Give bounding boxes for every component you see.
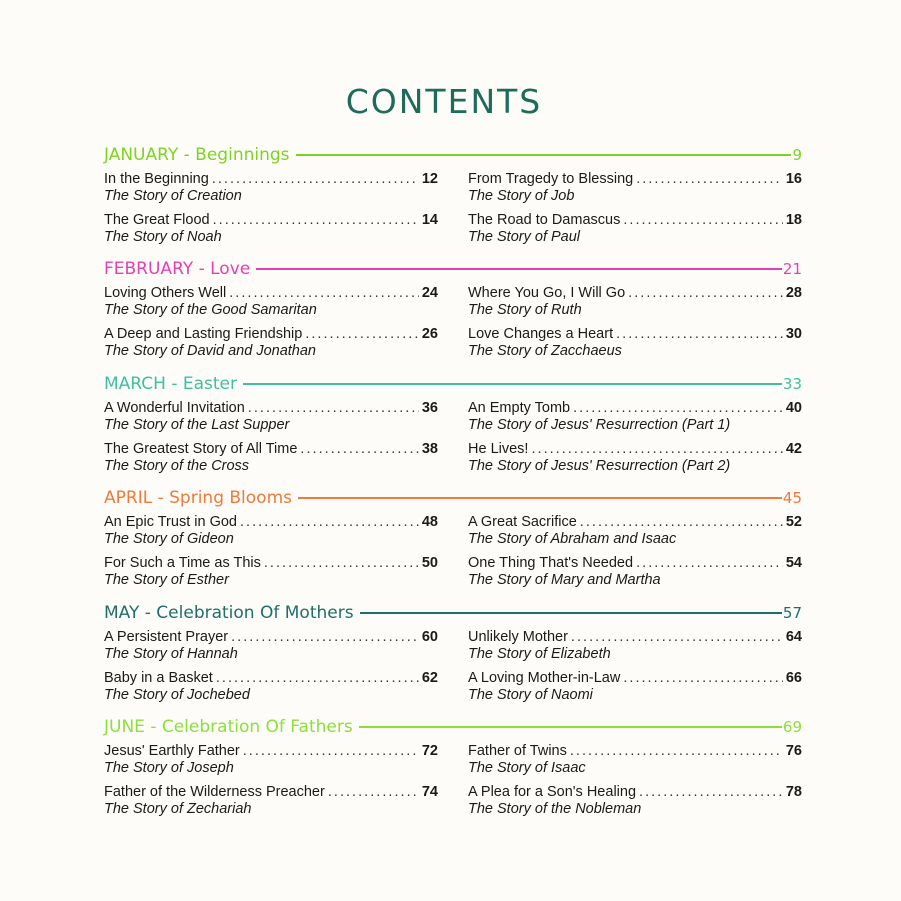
dot-leader xyxy=(243,742,419,760)
entry-title: A Persistent Prayer xyxy=(104,628,229,645)
entry-title: An Empty Tomb xyxy=(468,399,571,416)
entry-subtitle: The Story of Jochebed xyxy=(104,686,250,703)
toc-section xyxy=(104,716,802,824)
entry-title: Unlikely Mother xyxy=(468,628,568,645)
toc-column xyxy=(104,628,438,710)
entry-subtitle: The Story of Creation xyxy=(104,188,242,204)
section-name: JANUARY - Beginnings xyxy=(104,145,290,165)
dot-leader xyxy=(571,628,783,646)
entry-subtitle: The Story of Job xyxy=(468,188,575,204)
entry-title: The Great Flood xyxy=(104,212,210,228)
entry-title: A Deep and Lasting Friendship xyxy=(104,326,303,342)
toc-entry[interactable] xyxy=(468,742,802,777)
dot-leader xyxy=(264,554,419,572)
toc-entry[interactable] xyxy=(104,669,438,704)
entry-subtitle: The Story of Paul xyxy=(468,229,581,245)
entry-page-number: 30 xyxy=(785,326,802,342)
toc-entry[interactable] xyxy=(104,399,438,434)
entry-subtitle: The Story of Isaac xyxy=(468,760,586,776)
toc-entry[interactable] xyxy=(468,399,802,434)
toc-entry[interactable] xyxy=(104,170,438,205)
toc-column xyxy=(468,399,802,481)
entry-subtitle: The Story of David and Jonathan xyxy=(104,343,316,359)
entry-page-number: 64 xyxy=(785,628,802,645)
toc-column xyxy=(468,170,802,252)
entry-page-number: 38 xyxy=(421,440,438,457)
entry-page-number: 72 xyxy=(421,743,438,759)
entry-page-number: 12 xyxy=(421,171,438,187)
dot-leader xyxy=(300,440,418,458)
section-rule xyxy=(243,383,782,385)
entry-subtitle: The Story of Gideon xyxy=(104,531,234,547)
entry-title: One Thing That's Needed xyxy=(468,555,634,571)
entry-page-number: 78 xyxy=(785,784,802,800)
dot-leader xyxy=(639,783,783,801)
toc-column xyxy=(468,284,802,366)
entry-subtitle: The Story of Joseph xyxy=(104,760,234,776)
toc-entry[interactable] xyxy=(468,513,802,548)
section-heading[interactable] xyxy=(104,716,802,738)
dot-leader xyxy=(573,399,783,417)
dot-leader xyxy=(636,170,783,188)
toc-entry[interactable] xyxy=(104,783,438,818)
section-rule xyxy=(256,268,782,270)
toc-entry[interactable] xyxy=(104,211,438,246)
entry-title: The Road to Damascus xyxy=(468,212,621,228)
entry-subtitle: The Story of the Cross xyxy=(104,457,250,474)
dot-leader xyxy=(212,170,419,188)
entry-page-number: 52 xyxy=(785,514,802,530)
entry-page-number: 54 xyxy=(785,555,802,571)
entry-page-number: 26 xyxy=(421,326,438,342)
entry-title: Loving Others Well xyxy=(104,285,227,301)
dot-leader xyxy=(240,513,419,531)
entry-page-number: 76 xyxy=(785,743,802,759)
toc-section xyxy=(104,487,802,595)
entry-page-number: 36 xyxy=(421,399,438,416)
entry-title: The Greatest Story of All Time xyxy=(104,440,298,457)
entry-page-number: 60 xyxy=(421,628,438,645)
section-page-number: 9 xyxy=(792,146,802,164)
toc-column xyxy=(468,628,802,710)
entry-title: A Plea for a Son's Healing xyxy=(468,784,637,800)
toc-column xyxy=(104,284,438,366)
toc-entry[interactable] xyxy=(104,742,438,777)
section-heading[interactable] xyxy=(104,373,802,395)
entry-subtitle: The Story of Abraham and Isaac xyxy=(468,531,677,547)
entry-title: A Loving Mother-in-Law xyxy=(468,669,621,686)
entry-title: Jesus' Earthly Father xyxy=(104,743,240,759)
entry-title: A Wonderful Invitation xyxy=(104,399,245,416)
dot-leader xyxy=(229,284,419,302)
dot-leader xyxy=(305,325,419,343)
section-name: MAY - Celebration Of Mothers xyxy=(104,602,354,623)
section-rule xyxy=(296,154,792,156)
toc-section xyxy=(104,144,802,252)
section-page-number: 33 xyxy=(782,374,802,393)
dot-leader xyxy=(636,554,783,572)
toc-entry[interactable] xyxy=(468,669,802,704)
entry-title: A Great Sacrifice xyxy=(468,514,577,530)
toc-column xyxy=(104,170,438,252)
toc-entry[interactable] xyxy=(104,325,438,360)
entry-subtitle: The Story of Ruth xyxy=(468,302,582,318)
entry-subtitle: The Story of Hannah xyxy=(104,645,238,662)
dot-leader xyxy=(570,742,783,760)
toc-entry[interactable] xyxy=(104,554,438,589)
section-heading[interactable] xyxy=(104,258,802,280)
entry-page-number: 50 xyxy=(421,555,438,571)
entry-page-number: 16 xyxy=(785,171,802,187)
entry-subtitle: The Story of Zechariah xyxy=(104,801,252,817)
toc-entry[interactable] xyxy=(468,170,802,205)
entry-page-number: 42 xyxy=(785,440,802,457)
toc-section xyxy=(104,373,802,481)
entry-subtitle: The Story of Naomi xyxy=(468,686,593,703)
entry-title: Love Changes a Heart xyxy=(468,326,614,342)
entry-subtitle: The Story of Mary and Martha xyxy=(468,572,661,588)
toc-section xyxy=(104,602,802,710)
section-heading[interactable] xyxy=(104,487,802,509)
toc-entry[interactable] xyxy=(468,211,802,246)
entry-title: For Such a Time as This xyxy=(104,555,261,571)
entry-title: Where You Go, I Will Go xyxy=(468,285,626,301)
toc-entry[interactable] xyxy=(104,513,438,548)
entry-page-number: 74 xyxy=(421,784,438,800)
section-heading[interactable] xyxy=(104,602,802,624)
toc-entry[interactable] xyxy=(468,284,802,319)
toc-column xyxy=(468,513,802,595)
section-rule xyxy=(298,497,782,499)
dot-leader xyxy=(616,325,783,343)
entry-subtitle: The Story of the Nobleman xyxy=(468,801,642,817)
entry-page-number: 40 xyxy=(785,399,802,416)
entry-page-number: 14 xyxy=(421,212,438,228)
section-page-number: 21 xyxy=(782,260,802,278)
entry-title: In the Beginning xyxy=(104,171,209,187)
entry-subtitle: The Story of Noah xyxy=(104,229,222,245)
entry-subtitle: The Story of Zacchaeus xyxy=(468,343,622,359)
entry-title: Baby in a Basket xyxy=(104,669,213,686)
section-name: JUNE - Celebration Of Fathers xyxy=(104,717,353,737)
dot-leader xyxy=(623,669,783,687)
entry-title: Father of the Wilderness Preacher xyxy=(104,784,325,800)
section-rule xyxy=(360,612,782,614)
toc-entry[interactable] xyxy=(104,628,438,663)
section-name: MARCH - Easter xyxy=(104,373,237,394)
entry-subtitle: The Story of the Last Supper xyxy=(104,416,290,433)
toc-column xyxy=(104,513,438,595)
dot-leader xyxy=(213,211,419,229)
toc-entry[interactable] xyxy=(104,284,438,319)
entry-page-number: 28 xyxy=(785,285,802,301)
entry-title: From Tragedy to Blessing xyxy=(468,171,634,187)
section-name: FEBRUARY - Love xyxy=(104,259,251,279)
toc-column xyxy=(104,399,438,481)
toc-column xyxy=(468,742,802,824)
entry-page-number: 62 xyxy=(421,669,438,686)
entry-subtitle: The Story of Jesus' Resurrection (Part 2) xyxy=(468,457,731,474)
toc-entry[interactable] xyxy=(468,554,802,589)
entry-page-number: 24 xyxy=(421,285,438,301)
section-page-number: 57 xyxy=(782,603,802,622)
entry-title: Father of Twins xyxy=(468,743,567,759)
section-page-number: 69 xyxy=(782,718,802,736)
toc-entry[interactable] xyxy=(468,628,802,663)
dot-leader xyxy=(580,513,783,531)
toc-entry[interactable] xyxy=(468,325,802,360)
entry-title: He Lives! xyxy=(468,440,529,457)
toc-entry[interactable] xyxy=(104,440,438,475)
section-name: APRIL - Spring Blooms xyxy=(104,488,292,508)
dot-leader xyxy=(216,669,419,687)
entry-subtitle: The Story of Jesus' Resurrection (Part 1) xyxy=(468,416,731,433)
entry-page-number: 18 xyxy=(785,212,802,228)
toc-entry[interactable] xyxy=(468,783,802,818)
toc-entry[interactable] xyxy=(468,440,802,475)
entry-subtitle: The Story of the Good Samaritan xyxy=(104,302,317,318)
entry-title: An Epic Trust in God xyxy=(104,514,237,530)
dot-leader xyxy=(628,284,783,302)
toc-column xyxy=(104,742,438,824)
page-title: CONTENTS xyxy=(345,82,543,121)
entry-subtitle: The Story of Esther xyxy=(104,572,229,588)
dot-leader xyxy=(531,440,782,458)
section-heading[interactable] xyxy=(104,144,802,166)
dot-leader xyxy=(231,628,419,646)
dot-leader xyxy=(328,783,419,801)
entry-subtitle: The Story of Elizabeth xyxy=(468,645,611,662)
dot-leader xyxy=(623,211,783,229)
section-page-number: 45 xyxy=(782,489,802,507)
entry-page-number: 48 xyxy=(421,514,438,530)
dot-leader xyxy=(248,399,419,417)
section-rule xyxy=(359,726,782,728)
toc-section xyxy=(104,258,802,366)
entry-page-number: 66 xyxy=(785,669,802,686)
